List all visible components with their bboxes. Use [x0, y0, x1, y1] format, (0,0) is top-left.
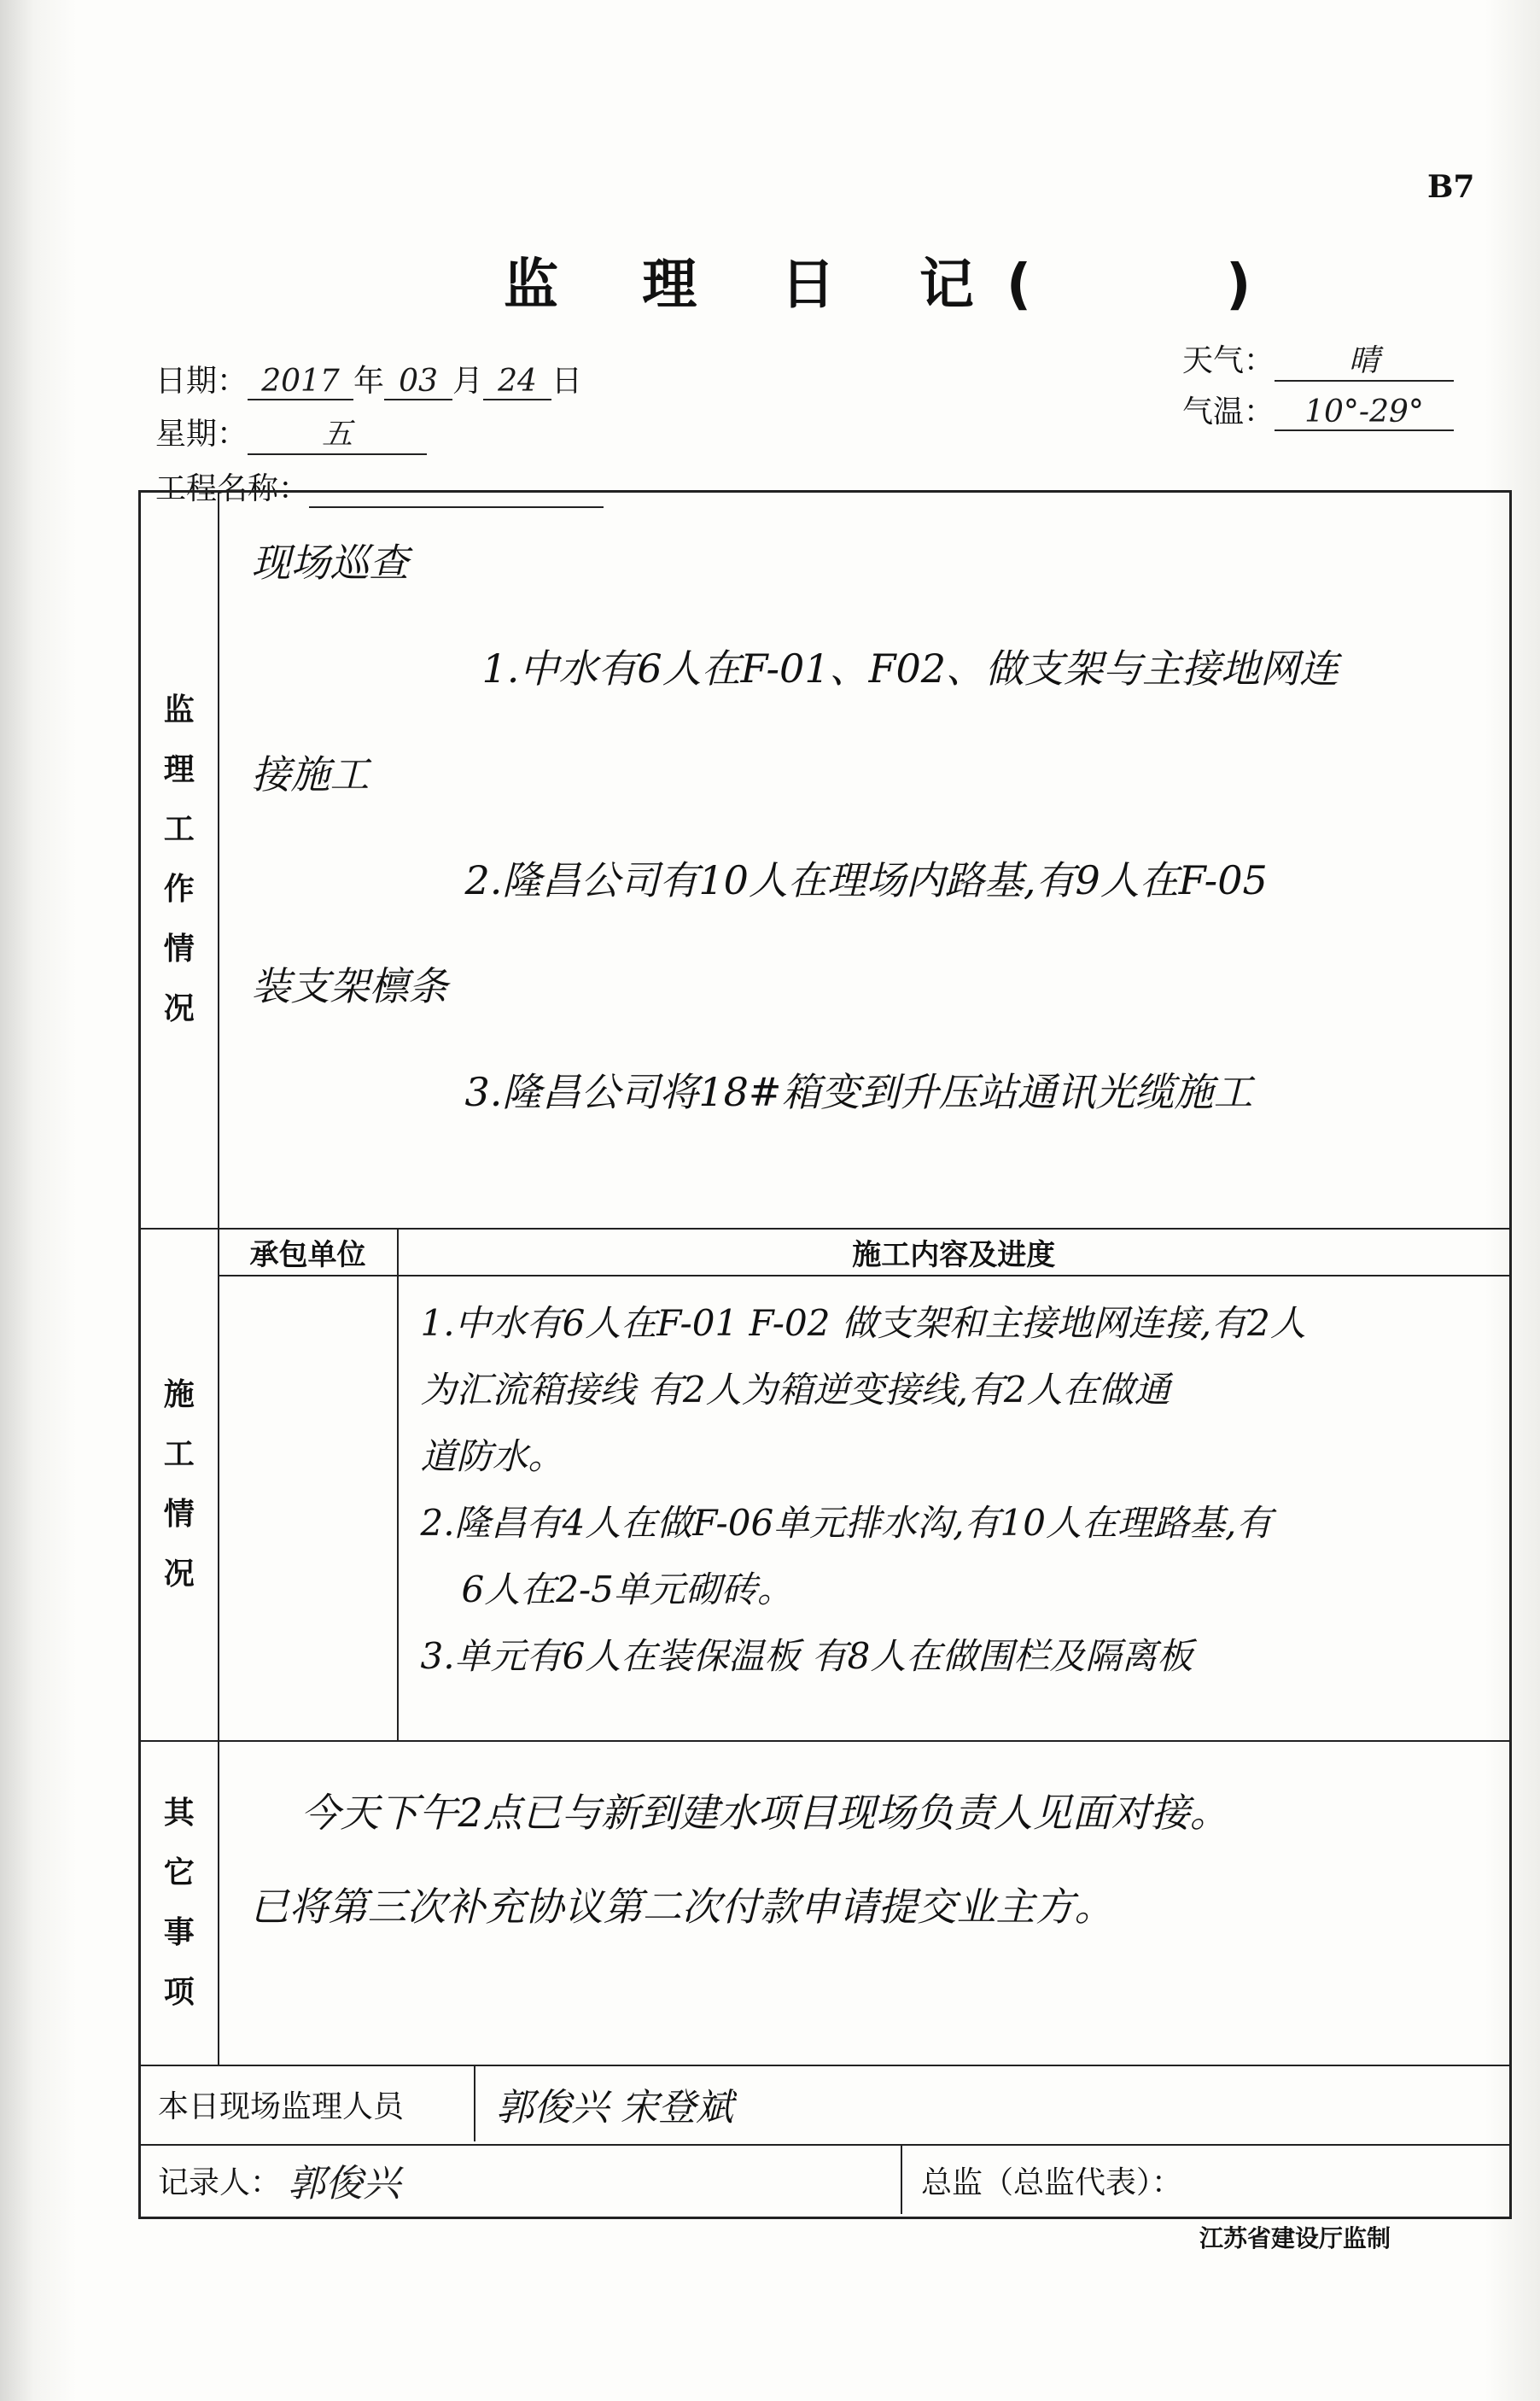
supervision-row — [140, 492, 1511, 1229]
project-label: 工程名称： — [155, 471, 310, 506]
construction-label: 施工情况 — [163, 1377, 195, 1592]
contractor-column-header: 承包单位 — [219, 1229, 398, 1276]
date-month: 03 — [384, 364, 452, 400]
date-label: 日期： — [155, 364, 248, 399]
recorder-inner — [141, 2146, 1509, 2214]
supervision-label: 监理工作情况 — [163, 692, 195, 1027]
supervision-line: 3.隆昌公司将18#箱变到升压站通讯光缆施工 — [464, 1069, 1253, 1115]
date-month-unit: 月 — [452, 364, 484, 399]
progress-line: 为汇流箱接线 有2人为箱逆变接线,有2人在做通 — [420, 1369, 1170, 1411]
progress-column-header: 施工内容及进度 — [398, 1229, 1511, 1276]
construction-row — [140, 1276, 1511, 1741]
other-label: 其它事项 — [163, 1796, 195, 2011]
staff-cell — [140, 2065, 1511, 2145]
other-row — [140, 1741, 1511, 2065]
page-title — [504, 241, 1251, 319]
recorder-row — [140, 2145, 1511, 2217]
progress-line: 2.隆昌有4人在做F-06单元排水沟,有10人在理路基,有 — [420, 1502, 1273, 1545]
supervision-line: 1.中水有6人在F-01、F02、做支架与主接地网连 — [481, 646, 1339, 692]
other-content — [219, 1741, 1511, 2065]
construction-label-cell — [140, 1229, 219, 1742]
title-close: ) — [1226, 254, 1251, 317]
chief-supervisor-label: 总监（总监代表）： — [921, 2164, 1183, 2200]
staff-row — [140, 2065, 1511, 2145]
progress-line: 3.单元有6人在装保温板 有8人在做围栏及隔离板 — [420, 1635, 1193, 1678]
date-row — [155, 357, 582, 400]
staff-names: 郭俊兴 宋登斌 — [496, 2086, 733, 2130]
recorder-block — [141, 2146, 902, 2214]
other-line: 已将第三次补充协议第二次付款申请提交业主方。 — [249, 1884, 1114, 1931]
recorder-name: 郭俊兴 — [288, 2162, 401, 2206]
temperature-label: 气温： — [1182, 394, 1275, 429]
supervision-label-cell — [140, 492, 219, 1229]
weekday-row — [155, 410, 427, 455]
supervision-content — [219, 492, 1511, 1229]
contractor-cell — [219, 1276, 398, 1741]
other-line: 今天下午2点已与新到建水项目现场负责人见面对接。 — [300, 1790, 1229, 1837]
form-code: B7 — [1427, 169, 1475, 205]
weekday-label: 星期： — [155, 417, 248, 452]
date-day: 24 — [483, 364, 551, 400]
progress-line: 道防水。 — [420, 1435, 564, 1478]
staff-label: 本日现场监理人员 — [141, 2066, 475, 2141]
construction-header-row — [140, 1229, 1511, 1276]
weekday-value: 五 — [248, 410, 427, 455]
supervision-line: 装支架檩条 — [251, 963, 448, 1009]
progress-line: 6人在2-5单元砌砖。 — [461, 1569, 793, 1611]
supervision-line: 现场巡查 — [251, 540, 409, 586]
date-year: 2017 — [248, 364, 353, 400]
other-label-cell — [140, 1741, 219, 2065]
staff-inner — [141, 2066, 1509, 2141]
date-day-unit: 日 — [551, 364, 583, 399]
recorder-label: 记录人： — [158, 2164, 282, 2200]
diary-table — [138, 490, 1512, 2219]
footer-note: 江苏省建设厅监制 — [1199, 2224, 1391, 2252]
weather-row — [1182, 336, 1454, 382]
title-text: 监 理 日 记( — [504, 254, 1065, 317]
weather-value: 晴 — [1275, 336, 1454, 382]
supervision-line: 2.隆昌公司有10人在理场内路基,有9人在F-05 — [464, 857, 1268, 903]
progress-line: 1.中水有6人在F-01 F-02 做支架和主接地网连接,有2人 — [420, 1302, 1306, 1345]
progress-cell — [398, 1276, 1511, 1741]
supervision-line: 接施工 — [251, 751, 370, 797]
temperature-row — [1182, 388, 1454, 431]
recorder-cell — [140, 2145, 1511, 2217]
weather-label: 天气： — [1182, 343, 1275, 378]
temperature-value: 10°-29° — [1275, 394, 1454, 431]
date-year-unit: 年 — [353, 364, 385, 399]
